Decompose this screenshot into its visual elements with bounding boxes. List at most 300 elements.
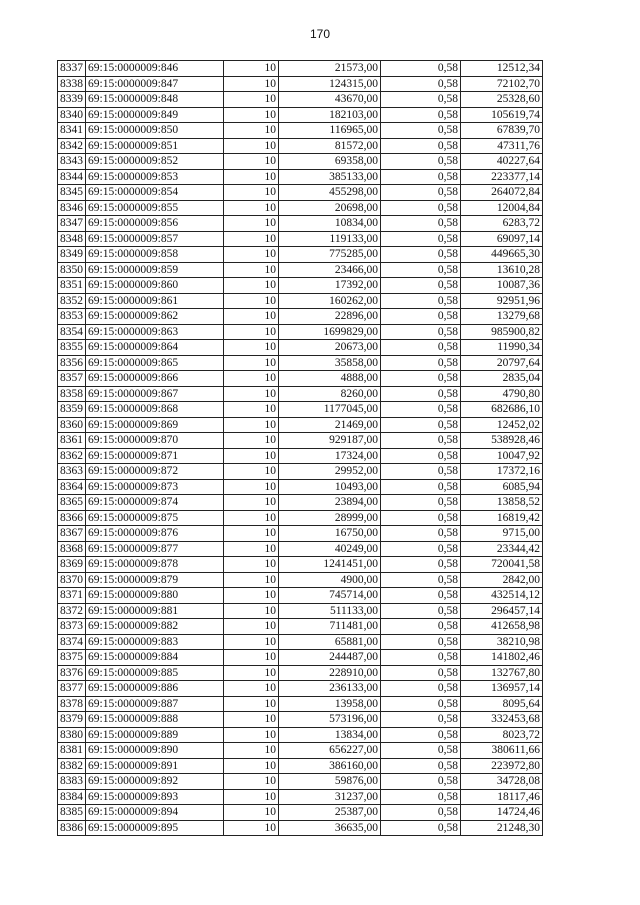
- group-cell: 10: [224, 138, 279, 154]
- rate-cell: 0,58: [381, 247, 461, 263]
- table-row: [58, 262, 543, 278]
- row-number-cell: 8342: [58, 138, 86, 154]
- tax-amount-cell: 34728,08: [461, 774, 543, 790]
- cadastral-number-cell: 69:15:0000009:893: [86, 789, 224, 805]
- table-row: [58, 572, 543, 588]
- table-row: [58, 665, 543, 681]
- tax-amount-cell: 682686,10: [461, 402, 543, 418]
- cadastral-number-cell: 69:15:0000009:869: [86, 417, 224, 433]
- rate-cell: 0,58: [381, 758, 461, 774]
- row-number-cell: 8350: [58, 262, 86, 278]
- group-cell: 10: [224, 355, 279, 371]
- table-row: [58, 712, 543, 728]
- group-cell: 10: [224, 464, 279, 480]
- cadastral-number-cell: 69:15:0000009:857: [86, 231, 224, 247]
- tax-amount-cell: 23344,42: [461, 541, 543, 557]
- rate-cell: 0,58: [381, 76, 461, 92]
- cadastral-number-cell: 69:15:0000009:885: [86, 665, 224, 681]
- rate-cell: 0,58: [381, 727, 461, 743]
- cadastral-number-cell: 69:15:0000009:864: [86, 340, 224, 356]
- group-cell: 10: [224, 541, 279, 557]
- row-number-cell: 8358: [58, 386, 86, 402]
- group-cell: 10: [224, 805, 279, 821]
- rate-cell: 0,58: [381, 309, 461, 325]
- table-row: [58, 681, 543, 697]
- cadastral-value-cell: 455298,00: [279, 185, 381, 201]
- cadastral-value-cell: 228910,00: [279, 665, 381, 681]
- tax-amount-cell: 10047,92: [461, 448, 543, 464]
- cadastral-number-cell: 69:15:0000009:888: [86, 712, 224, 728]
- rate-cell: 0,58: [381, 293, 461, 309]
- cadastral-value-cell: 43670,00: [279, 92, 381, 108]
- table-row: [58, 402, 543, 418]
- row-number-cell: 8345: [58, 185, 86, 201]
- rate-cell: 0,58: [381, 712, 461, 728]
- cadastral-value-cell: 1241451,00: [279, 557, 381, 573]
- tax-amount-cell: 136957,14: [461, 681, 543, 697]
- rate-cell: 0,58: [381, 355, 461, 371]
- table-row: [58, 216, 543, 232]
- cadastral-value-cell: 28999,00: [279, 510, 381, 526]
- table-row: [58, 76, 543, 92]
- cadastral-number-cell: 69:15:0000009:890: [86, 743, 224, 759]
- table-row: [58, 464, 543, 480]
- group-cell: 10: [224, 526, 279, 542]
- row-number-cell: 8376: [58, 665, 86, 681]
- group-cell: 10: [224, 61, 279, 77]
- cadastral-number-cell: 69:15:0000009:861: [86, 293, 224, 309]
- row-number-cell: 8343: [58, 154, 86, 170]
- group-cell: 10: [224, 402, 279, 418]
- cadastral-value-cell: 116965,00: [279, 123, 381, 139]
- row-number-cell: 8357: [58, 371, 86, 387]
- rate-cell: 0,58: [381, 92, 461, 108]
- cadastral-number-cell: 69:15:0000009:883: [86, 634, 224, 650]
- group-cell: 10: [224, 185, 279, 201]
- table-row: [58, 789, 543, 805]
- cadastral-value-cell: 13834,00: [279, 727, 381, 743]
- rate-cell: 0,58: [381, 185, 461, 201]
- group-cell: 10: [224, 386, 279, 402]
- table-row: [58, 495, 543, 511]
- rate-cell: 0,58: [381, 774, 461, 790]
- group-cell: 10: [224, 76, 279, 92]
- table-row: [58, 758, 543, 774]
- cadastral-number-cell: 69:15:0000009:872: [86, 464, 224, 480]
- row-number-cell: 8348: [58, 231, 86, 247]
- group-cell: 10: [224, 572, 279, 588]
- tax-amount-cell: 38210,98: [461, 634, 543, 650]
- group-cell: 10: [224, 727, 279, 743]
- row-number-cell: 8338: [58, 76, 86, 92]
- table-row: [58, 247, 543, 263]
- table-row: [58, 479, 543, 495]
- group-cell: 10: [224, 650, 279, 666]
- group-cell: 10: [224, 743, 279, 759]
- row-number-cell: 8344: [58, 169, 86, 185]
- rate-cell: 0,58: [381, 433, 461, 449]
- group-cell: 10: [224, 433, 279, 449]
- tax-amount-cell: 449665,30: [461, 247, 543, 263]
- cadastral-value-cell: 31237,00: [279, 789, 381, 805]
- table-row: [58, 107, 543, 123]
- rate-cell: 0,58: [381, 572, 461, 588]
- rate-cell: 0,58: [381, 371, 461, 387]
- cadastral-value-cell: 25387,00: [279, 805, 381, 821]
- table-row: [58, 371, 543, 387]
- table-row: [58, 557, 543, 573]
- cadastral-number-cell: 69:15:0000009:854: [86, 185, 224, 201]
- cadastral-number-cell: 69:15:0000009:851: [86, 138, 224, 154]
- rate-cell: 0,58: [381, 448, 461, 464]
- group-cell: 10: [224, 293, 279, 309]
- rate-cell: 0,58: [381, 200, 461, 216]
- cadastral-value-cell: 13958,00: [279, 696, 381, 712]
- cadastral-value-cell: 16750,00: [279, 526, 381, 542]
- tax-amount-cell: 47311,76: [461, 138, 543, 154]
- cadastral-number-cell: 69:15:0000009:874: [86, 495, 224, 511]
- rate-cell: 0,58: [381, 340, 461, 356]
- tax-amount-cell: 12004,84: [461, 200, 543, 216]
- cadastral-number-cell: 69:15:0000009:855: [86, 200, 224, 216]
- table-row: [58, 309, 543, 325]
- tax-amount-cell: 14724,46: [461, 805, 543, 821]
- group-cell: 10: [224, 371, 279, 387]
- row-number-cell: 8370: [58, 572, 86, 588]
- row-number-cell: 8383: [58, 774, 86, 790]
- tax-amount-cell: 2842,00: [461, 572, 543, 588]
- table-row: [58, 696, 543, 712]
- tax-amount-cell: 412658,98: [461, 619, 543, 635]
- tax-amount-cell: 223972,80: [461, 758, 543, 774]
- tax-amount-cell: 13279,68: [461, 309, 543, 325]
- tax-amount-cell: 380611,66: [461, 743, 543, 759]
- cadastral-value-cell: 1177045,00: [279, 402, 381, 418]
- tax-amount-cell: 2835,04: [461, 371, 543, 387]
- rate-cell: 0,58: [381, 526, 461, 542]
- table-row: [58, 123, 543, 139]
- row-number-cell: 8361: [58, 433, 86, 449]
- cadastral-value-cell: 385133,00: [279, 169, 381, 185]
- cadastral-value-cell: 745714,00: [279, 588, 381, 604]
- group-cell: 10: [224, 262, 279, 278]
- tax-amount-cell: 8023,72: [461, 727, 543, 743]
- cadastral-number-cell: 69:15:0000009:853: [86, 169, 224, 185]
- group-cell: 10: [224, 231, 279, 247]
- cadastral-value-cell: 20698,00: [279, 200, 381, 216]
- cadastral-value-cell: 160262,00: [279, 293, 381, 309]
- group-cell: 10: [224, 634, 279, 650]
- rate-cell: 0,58: [381, 479, 461, 495]
- cadastral-value-cell: 22896,00: [279, 309, 381, 325]
- cadastral-number-cell: 69:15:0000009:868: [86, 402, 224, 418]
- cadastral-number-cell: 69:15:0000009:884: [86, 650, 224, 666]
- group-cell: 10: [224, 417, 279, 433]
- table-row: [58, 231, 543, 247]
- tax-amount-cell: 17372,16: [461, 464, 543, 480]
- tax-amount-cell: 92951,96: [461, 293, 543, 309]
- rate-cell: 0,58: [381, 541, 461, 557]
- tax-amount-cell: 296457,14: [461, 603, 543, 619]
- cadastral-value-cell: 775285,00: [279, 247, 381, 263]
- tax-amount-cell: 20797,64: [461, 355, 543, 371]
- tax-amount-cell: 11990,34: [461, 340, 543, 356]
- rate-cell: 0,58: [381, 417, 461, 433]
- tax-amount-cell: 6283,72: [461, 216, 543, 232]
- table-row: [58, 448, 543, 464]
- row-number-cell: 8379: [58, 712, 86, 728]
- rate-cell: 0,58: [381, 619, 461, 635]
- row-number-cell: 8363: [58, 464, 86, 480]
- cadastral-value-cell: 10493,00: [279, 479, 381, 495]
- tax-amount-cell: 25328,60: [461, 92, 543, 108]
- rate-cell: 0,58: [381, 588, 461, 604]
- row-number-cell: 8368: [58, 541, 86, 557]
- tax-amount-cell: 6085,94: [461, 479, 543, 495]
- group-cell: 10: [224, 696, 279, 712]
- tax-amount-cell: 264072,84: [461, 185, 543, 201]
- table-row: [58, 386, 543, 402]
- group-cell: 10: [224, 340, 279, 356]
- tax-amount-cell: 12452,02: [461, 417, 543, 433]
- cadastral-value-cell: 182103,00: [279, 107, 381, 123]
- tax-amount-cell: 69097,14: [461, 231, 543, 247]
- row-number-cell: 8339: [58, 92, 86, 108]
- tax-amount-cell: 72102,70: [461, 76, 543, 92]
- group-cell: 10: [224, 324, 279, 340]
- row-number-cell: 8346: [58, 200, 86, 216]
- table-row: [58, 650, 543, 666]
- cadastral-value-cell: 59876,00: [279, 774, 381, 790]
- cadastral-value-cell: 573196,00: [279, 712, 381, 728]
- cadastral-number-cell: 69:15:0000009:895: [86, 820, 224, 836]
- rate-cell: 0,58: [381, 665, 461, 681]
- row-number-cell: 8377: [58, 681, 86, 697]
- cadastral-number-cell: 69:15:0000009:886: [86, 681, 224, 697]
- row-number-cell: 8366: [58, 510, 86, 526]
- rate-cell: 0,58: [381, 123, 461, 139]
- row-number-cell: 8369: [58, 557, 86, 573]
- cadastral-number-cell: 69:15:0000009:866: [86, 371, 224, 387]
- tax-amount-cell: 16819,42: [461, 510, 543, 526]
- cadastral-value-cell: 29952,00: [279, 464, 381, 480]
- table-row: [58, 154, 543, 170]
- row-number-cell: 8356: [58, 355, 86, 371]
- rate-cell: 0,58: [381, 650, 461, 666]
- row-number-cell: 8380: [58, 727, 86, 743]
- group-cell: 10: [224, 603, 279, 619]
- group-cell: 10: [224, 200, 279, 216]
- group-cell: 10: [224, 92, 279, 108]
- row-number-cell: 8351: [58, 278, 86, 294]
- tax-amount-cell: 67839,70: [461, 123, 543, 139]
- cadastral-number-cell: 69:15:0000009:873: [86, 479, 224, 495]
- tax-amount-cell: 141802,46: [461, 650, 543, 666]
- cadastral-value-cell: 35858,00: [279, 355, 381, 371]
- group-cell: 10: [224, 154, 279, 170]
- table-row: [58, 138, 543, 154]
- cadastral-value-cell: 20673,00: [279, 340, 381, 356]
- row-number-cell: 8385: [58, 805, 86, 821]
- group-cell: 10: [224, 774, 279, 790]
- table-row: [58, 417, 543, 433]
- rate-cell: 0,58: [381, 262, 461, 278]
- cadastral-number-cell: 69:15:0000009:850: [86, 123, 224, 139]
- group-cell: 10: [224, 789, 279, 805]
- cadastral-value-cell: 711481,00: [279, 619, 381, 635]
- cadastral-value-cell: 40249,00: [279, 541, 381, 557]
- cadastral-value-cell: 21573,00: [279, 61, 381, 77]
- table-row: [58, 727, 543, 743]
- table-row: [58, 541, 543, 557]
- table-row: [58, 61, 543, 77]
- row-number-cell: 8375: [58, 650, 86, 666]
- tax-amount-cell: 13610,28: [461, 262, 543, 278]
- cadastral-number-cell: 69:15:0000009:875: [86, 510, 224, 526]
- rate-cell: 0,58: [381, 789, 461, 805]
- row-number-cell: 8378: [58, 696, 86, 712]
- rate-cell: 0,58: [381, 324, 461, 340]
- rate-cell: 0,58: [381, 402, 461, 418]
- cadastral-value-cell: 1699829,00: [279, 324, 381, 340]
- cadastral-value-cell: 656227,00: [279, 743, 381, 759]
- tax-amount-cell: 432514,12: [461, 588, 543, 604]
- cadastral-number-cell: 69:15:0000009:847: [86, 76, 224, 92]
- row-number-cell: 8340: [58, 107, 86, 123]
- row-number-cell: 8352: [58, 293, 86, 309]
- cadastral-value-cell: 236133,00: [279, 681, 381, 697]
- tax-amount-cell: 538928,46: [461, 433, 543, 449]
- cadastral-number-cell: 69:15:0000009:870: [86, 433, 224, 449]
- cadastral-number-cell: 69:15:0000009:867: [86, 386, 224, 402]
- tax-amount-cell: 40227,64: [461, 154, 543, 170]
- table-row: [58, 619, 543, 635]
- cadastral-value-cell: 23466,00: [279, 262, 381, 278]
- group-cell: 10: [224, 712, 279, 728]
- cadastral-number-cell: 69:15:0000009:849: [86, 107, 224, 123]
- row-number-cell: 8355: [58, 340, 86, 356]
- cadastral-number-cell: 69:15:0000009:871: [86, 448, 224, 464]
- table-row: [58, 293, 543, 309]
- rate-cell: 0,58: [381, 495, 461, 511]
- rate-cell: 0,58: [381, 805, 461, 821]
- row-number-cell: 8365: [58, 495, 86, 511]
- group-cell: 10: [224, 588, 279, 604]
- table-row: [58, 169, 543, 185]
- cadastral-value-cell: 65881,00: [279, 634, 381, 650]
- row-number-cell: 8362: [58, 448, 86, 464]
- tax-amount-cell: 8095,64: [461, 696, 543, 712]
- row-number-cell: 8349: [58, 247, 86, 263]
- group-cell: 10: [224, 619, 279, 635]
- page-number: 170: [309, 27, 331, 41]
- group-cell: 10: [224, 681, 279, 697]
- tax-amount-cell: 13858,52: [461, 495, 543, 511]
- row-number-cell: 8384: [58, 789, 86, 805]
- group-cell: 10: [224, 820, 279, 836]
- cadastral-value-cell: 511133,00: [279, 603, 381, 619]
- rate-cell: 0,58: [381, 696, 461, 712]
- row-number-cell: 8381: [58, 743, 86, 759]
- tax-amount-cell: 132767,80: [461, 665, 543, 681]
- tax-amount-cell: 720041,58: [461, 557, 543, 573]
- tax-amount-cell: 18117,46: [461, 789, 543, 805]
- rate-cell: 0,58: [381, 557, 461, 573]
- row-number-cell: 8372: [58, 603, 86, 619]
- group-cell: 10: [224, 665, 279, 681]
- cadastral-value-cell: 17324,00: [279, 448, 381, 464]
- table-row: [58, 92, 543, 108]
- table-row: [58, 510, 543, 526]
- rate-cell: 0,58: [381, 743, 461, 759]
- tax-amount-cell: 21248,30: [461, 820, 543, 836]
- rate-cell: 0,58: [381, 61, 461, 77]
- cadastral-number-cell: 69:15:0000009:858: [86, 247, 224, 263]
- tax-amount-cell: 985900,82: [461, 324, 543, 340]
- group-cell: 10: [224, 107, 279, 123]
- cadastral-value-cell: 17392,00: [279, 278, 381, 294]
- group-cell: 10: [224, 479, 279, 495]
- tax-amount-cell: 4790,80: [461, 386, 543, 402]
- cadastral-number-cell: 69:15:0000009:865: [86, 355, 224, 371]
- cadastral-number-cell: 69:15:0000009:891: [86, 758, 224, 774]
- group-cell: 10: [224, 169, 279, 185]
- table-row: [58, 634, 543, 650]
- row-number-cell: 8364: [58, 479, 86, 495]
- table-row: [58, 603, 543, 619]
- row-number-cell: 8359: [58, 402, 86, 418]
- rate-cell: 0,58: [381, 278, 461, 294]
- group-cell: 10: [224, 123, 279, 139]
- cadastral-number-cell: 69:15:0000009:846: [86, 61, 224, 77]
- table-row: [58, 340, 543, 356]
- tax-amount-cell: 9715,00: [461, 526, 543, 542]
- table-row: [58, 743, 543, 759]
- rate-cell: 0,58: [381, 681, 461, 697]
- table-row: [58, 433, 543, 449]
- rate-cell: 0,58: [381, 603, 461, 619]
- rate-cell: 0,58: [381, 510, 461, 526]
- tax-amount-cell: 10087,36: [461, 278, 543, 294]
- tax-amount-cell: 223377,14: [461, 169, 543, 185]
- table-row: [58, 774, 543, 790]
- tax-amount-cell: 105619,74: [461, 107, 543, 123]
- cadastral-value-cell: 244487,00: [279, 650, 381, 666]
- table-row: [58, 185, 543, 201]
- cadastral-number-cell: 69:15:0000009:881: [86, 603, 224, 619]
- cadastral-value-cell: 81572,00: [279, 138, 381, 154]
- row-number-cell: 8374: [58, 634, 86, 650]
- cadastral-number-cell: 69:15:0000009:879: [86, 572, 224, 588]
- cadastral-value-cell: 4900,00: [279, 572, 381, 588]
- cadastral-number-cell: 69:15:0000009:859: [86, 262, 224, 278]
- cadastral-value-cell: 36635,00: [279, 820, 381, 836]
- cadastral-number-cell: 69:15:0000009:887: [86, 696, 224, 712]
- cadastral-number-cell: 69:15:0000009:877: [86, 541, 224, 557]
- cadastral-value-cell: 119133,00: [279, 231, 381, 247]
- cadastral-value-cell: 4888,00: [279, 371, 381, 387]
- row-number-cell: 8367: [58, 526, 86, 542]
- table-row: [58, 200, 543, 216]
- rate-cell: 0,58: [381, 386, 461, 402]
- cadastral-number-cell: 69:15:0000009:848: [86, 92, 224, 108]
- row-number-cell: 8386: [58, 820, 86, 836]
- cadastral-number-cell: 69:15:0000009:852: [86, 154, 224, 170]
- rate-cell: 0,58: [381, 216, 461, 232]
- cadastral-value-cell: 929187,00: [279, 433, 381, 449]
- cadastral-value-cell: 386160,00: [279, 758, 381, 774]
- rate-cell: 0,58: [381, 154, 461, 170]
